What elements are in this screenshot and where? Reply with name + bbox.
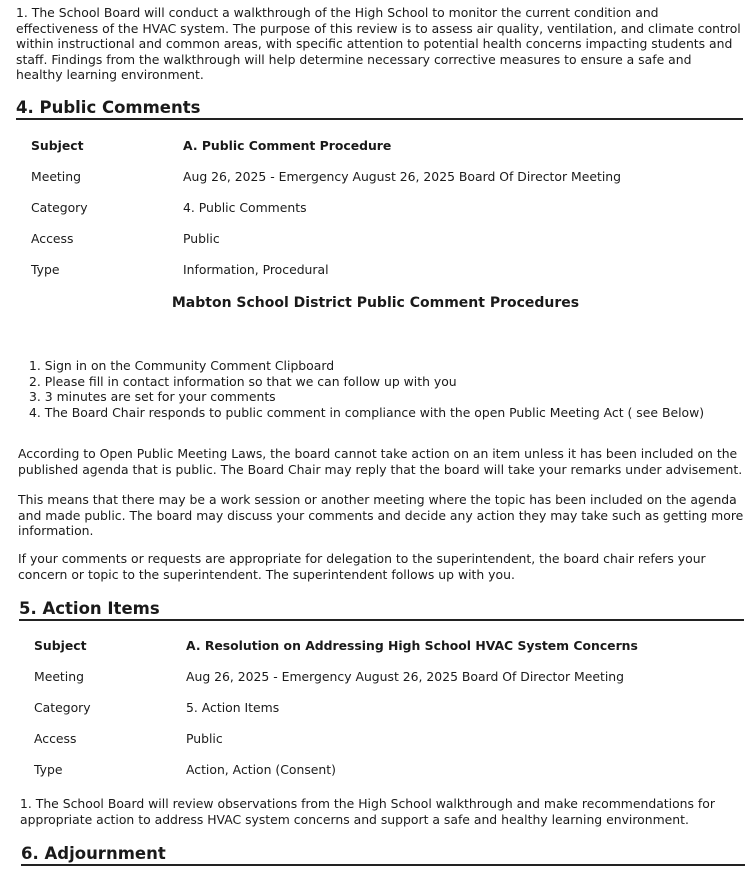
detail-value: 5. Action Items xyxy=(186,700,280,715)
detail-value: Public xyxy=(186,731,223,746)
detail-value: Action, Action (Consent) xyxy=(186,762,336,777)
detail-value: A. Resolution on Addressing High School HVAC System Concerns xyxy=(186,638,638,653)
detail-label: Subject xyxy=(31,138,84,153)
procedures-title: Mabton School District Public Comment Procedures xyxy=(171,295,580,311)
detail-label: Meeting xyxy=(34,669,84,684)
list-item: 4. The Board Chair responds to public comment in compliance with the open Public Meeting Act ( see Below) xyxy=(29,404,705,420)
detail-row-subject xyxy=(31,138,621,169)
detail-row-type xyxy=(31,262,621,293)
open-meeting-laws-paragraph: According to Open Public Meeting Laws, the board cannot take action on an item unless it has been included on the published agenda that is public. The Board Chair may reply that the board will take your remarks under advisement. xyxy=(18,446,743,477)
section-heading-action-items: 5. Action Items xyxy=(19,600,744,621)
action-items-details-table xyxy=(34,638,638,793)
detail-label: Type xyxy=(34,762,63,777)
list-item: 2. Please fill in contact information so that we can follow up with you xyxy=(29,373,457,389)
detail-row-meeting xyxy=(31,169,621,200)
section-heading-adjournment: 6. Adjournment xyxy=(21,845,745,866)
detail-row-access xyxy=(31,231,621,262)
detail-row-subject xyxy=(34,638,638,669)
section-heading-public-comments: 4. Public Comments xyxy=(16,99,743,120)
detail-label: Category xyxy=(31,200,88,215)
public-comments-details-table xyxy=(31,138,621,293)
detail-value: Information, Procedural xyxy=(183,262,329,277)
work-session-paragraph: This means that there may be a work session or another meeting where the topic has been included on the agenda and made public. The board may discuss your comments and decide any action they may take such as getting more information. xyxy=(18,492,744,538)
detail-label: Type xyxy=(31,262,60,277)
detail-row-access xyxy=(34,731,638,762)
detail-value: 4. Public Comments xyxy=(183,200,307,215)
detail-label: Subject xyxy=(34,638,87,653)
superintendent-paragraph: If your comments or requests are appropriate for delegation to the superintendent, the board chair refers your concern or topic to the superintendent. The superintendent follows up with you. xyxy=(18,551,706,582)
detail-row-meeting xyxy=(34,669,638,700)
detail-value: Aug 26, 2025 - Emergency August 26, 2025 Board Of Director Meeting xyxy=(186,669,624,684)
list-item: 3. 3 minutes are set for your comments xyxy=(29,389,276,404)
detail-row-type xyxy=(34,762,638,793)
procedure-steps-list xyxy=(18,358,704,420)
detail-row-category xyxy=(31,200,621,231)
detail-label: Category xyxy=(34,700,91,715)
detail-label: Meeting xyxy=(31,169,81,184)
detail-value: Aug 26, 2025 - Emergency August 26, 2025 Board Of Director Meeting xyxy=(183,169,621,184)
intro-paragraph: 1. The School Board will conduct a walkthrough of the High School to monitor the current condition and effectiveness of the HVAC system. The purpose of this review is to assess air quality, ventilation, and climate control within instructional and common areas, with specific attention to potential health concerns impacting students and staff. Findings from the walkthrough will help determine necessary corrective measures to ensure a safe and healthy learning environment. xyxy=(16,5,741,82)
detail-label: Access xyxy=(34,731,77,746)
list-item: 1. Sign in on the Community Comment Clipboard xyxy=(29,358,335,373)
detail-value: Public xyxy=(183,231,220,246)
detail-label: Access xyxy=(31,231,74,246)
detail-row-category xyxy=(34,700,638,731)
detail-value: A. Public Comment Procedure xyxy=(183,138,392,153)
action-items-description: 1. The School Board will review observations from the High School walkthrough and make recommendations for appropriate action to address HVAC system concerns and support a safe and healthy learning environment. xyxy=(20,796,715,827)
